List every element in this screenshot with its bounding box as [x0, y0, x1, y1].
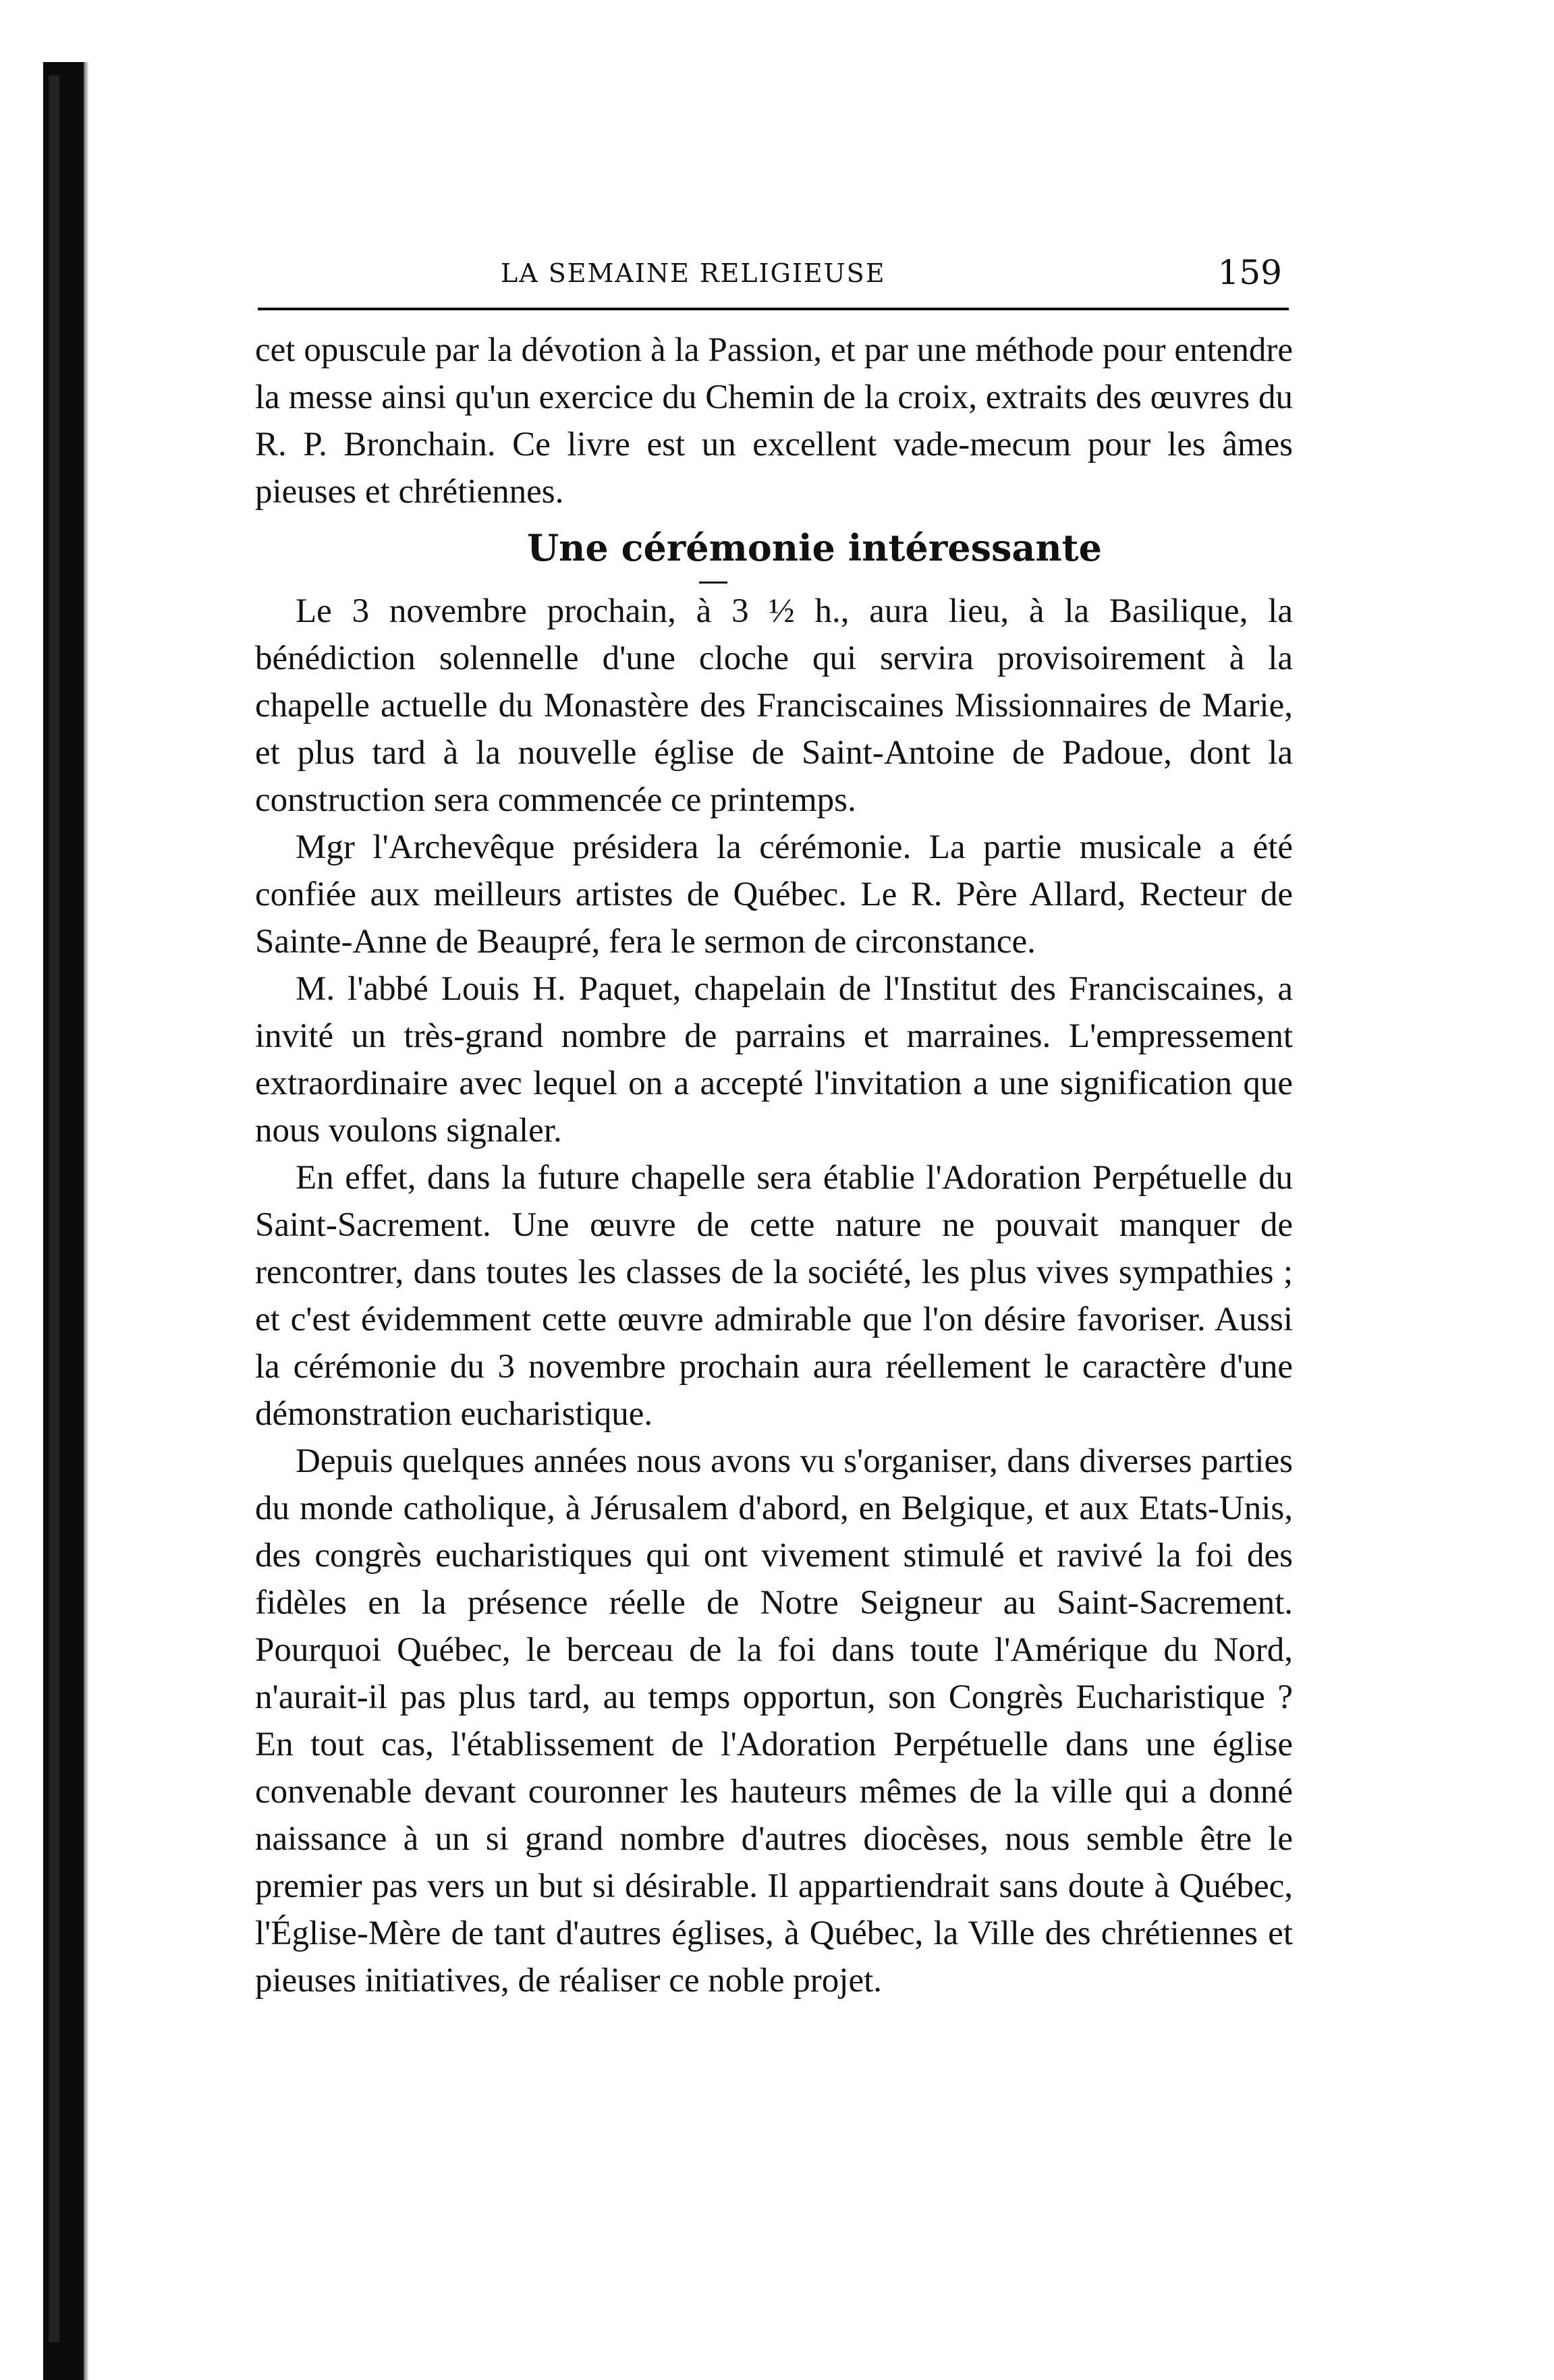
page-header [258, 253, 1289, 317]
paragraph-ceremony: Mgr l'Archevêque présidera la cérémonie. La partie musicale a été confiée aux meilleurs artistes de Québec. Le R. Père Allard, Recteur de Sainte-Anne de Beaupré, fera le sermon de circonstance. [255, 828, 1293, 961]
header-rule [258, 308, 1289, 310]
heading-rule [699, 582, 727, 584]
page-body [255, 327, 1293, 2004]
paragraph-announcement: Le 3 novembre prochain, à 3 ½ h., aura lieu, à la Basilique, la bénédiction solennelle d'une cloche qui servira provisoirement à la chapelle actuelle du Monastère des Franciscaines Missionnaires de Marie, et plus tard à la nouvelle église de Saint-Antoine de Padoue, dont la construction sera commencée ce printemps. [255, 592, 1293, 819]
running-title: LA SEMAINE RELIGIEUSE [501, 258, 886, 288]
binding-edge [43, 62, 84, 2380]
paragraph-congress: Depuis quelques années nous avons vu s'organiser, dans diverses parties du monde catholique, à Jérusalem d'abord, en Belgique, et aux Etats-Unis, des congrès eucharistiques qui ont vivement stimulé et ravivé la foi des fidèles en la présence réelle de Notre Seigneur au Saint-Sacrement. Pourquoi Québec, le berceau de la foi dans toute l'Amérique du Nord, n'aurait-il pas plus tard, au temps opportun, son Congrès Eucharistique ? En tout cas, l'établissement de l'Adoration Perpétuelle dans une église convenable devant couronner les hauteurs mêmes de la ville qui a donné naissance à un si grand nombre d'autres diocèses, nous semble être le premier pas vers un but si désirable. Il appartiendrait sans doute à Québec, l'Église-Mère de tant d'autres églises, à Québec, la Ville des chrétiennes et pieuses initiatives, de réaliser ce noble projet. [255, 1442, 1293, 2000]
paragraph-continuation: cet opuscule par la dévotion à la Passion, et par une méthode pour entendre la messe ainsi qu'un exercice du Chemin de la croix, extraits des œuvres du R. P. Bronchain. Ce livre est un excellent vade-mecum pour les âmes pieuses et chrétiennes. [255, 331, 1293, 511]
section-heading: Une cérémonie intéressante [527, 526, 1102, 569]
paragraph-invitation: M. l'abbé Louis H. Paquet, chapelain de l'Institut des Franciscaines, a invité un très-grand nombre de parrains et marraines. L'empressement extraordinaire avec lequel on a accepté l'invitation a une signification que nous voulons signaler. [255, 970, 1293, 1150]
page-number: 159 [1217, 253, 1282, 292]
paragraph-adoration: En effet, dans la future chapelle sera établie l'Adoration Perpétuelle du Saint-Sacrement. Une œuvre de cette nature ne pouvait manquer de rencontrer, dans toutes les classes de la société, les plus vives sympathies ; et c'est évidemment cette œuvre admirable que l'on désire favoriser. Aussi la cérémonie du 3 novembre prochain aura réellement le caractère d'une démonstration eucharistique. [255, 1159, 1293, 1433]
